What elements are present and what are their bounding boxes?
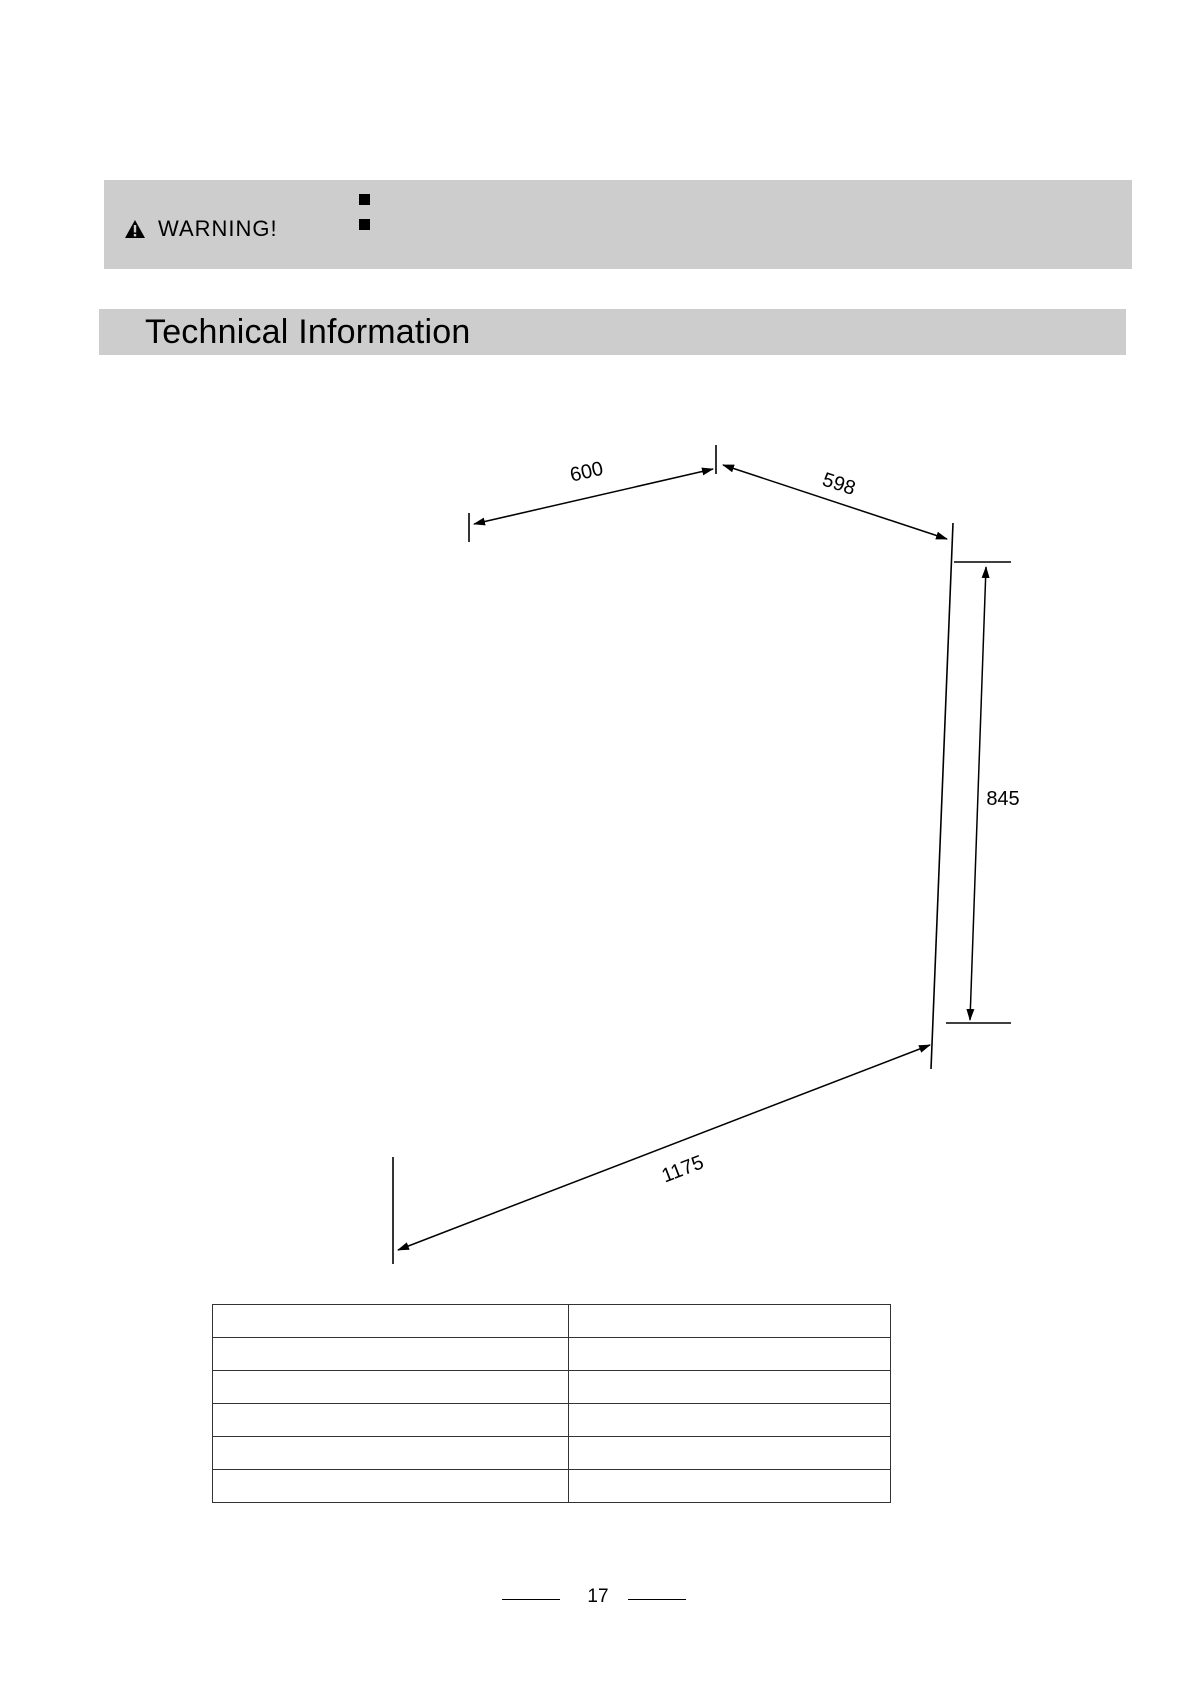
table-cell-value bbox=[569, 1371, 891, 1404]
table-cell-label bbox=[213, 1404, 569, 1437]
table-row bbox=[213, 1470, 891, 1503]
dimension-label-depth: 598 bbox=[819, 468, 859, 500]
table-cell-value bbox=[569, 1470, 891, 1503]
table-cell-value bbox=[569, 1338, 891, 1371]
dimension-label-height: 845 bbox=[986, 788, 1020, 810]
table-cell-label bbox=[213, 1305, 569, 1338]
page-title: Technical Information bbox=[145, 313, 471, 351]
table-row bbox=[213, 1437, 891, 1470]
dimension-label-width: 600 bbox=[567, 457, 606, 487]
table-row bbox=[213, 1338, 891, 1371]
footer-rule bbox=[502, 1599, 560, 1600]
table-cell-value bbox=[569, 1437, 891, 1470]
table-cell-value bbox=[569, 1305, 891, 1338]
footer-rule bbox=[628, 1599, 686, 1600]
dimension-arrow-height bbox=[970, 567, 986, 1020]
warning-text: WARNING! bbox=[158, 216, 278, 241]
table-row bbox=[213, 1305, 891, 1338]
table-cell-label bbox=[213, 1371, 569, 1404]
dimension-arrow-door-open bbox=[398, 1045, 930, 1250]
spec-table bbox=[212, 1304, 891, 1503]
table-row bbox=[213, 1371, 891, 1404]
table-cell-label bbox=[213, 1470, 569, 1503]
dimension-label-door-open: 1175 bbox=[658, 1151, 707, 1188]
table-row bbox=[213, 1404, 891, 1437]
table-cell-value bbox=[569, 1404, 891, 1437]
page-footer bbox=[0, 1586, 1191, 1612]
extension-line-right-side bbox=[931, 523, 953, 1069]
table-cell-label bbox=[213, 1437, 569, 1470]
page-number: 17 bbox=[587, 1586, 609, 1607]
table-cell-label bbox=[213, 1338, 569, 1371]
